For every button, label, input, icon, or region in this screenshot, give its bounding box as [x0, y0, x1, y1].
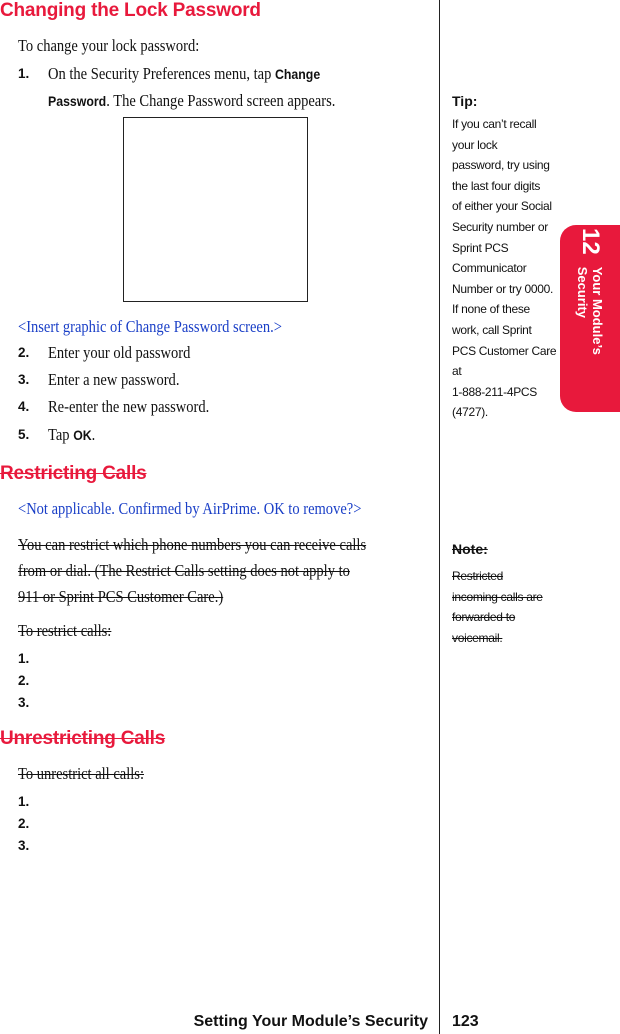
note-line: incoming calls are	[452, 589, 543, 604]
tip-line: at	[452, 364, 462, 379]
step-number: 2.	[18, 816, 30, 831]
section-heading-unrestricting-calls: Unrestricting Calls	[0, 728, 166, 749]
unrestrict-intro: To unrestrict all calls:	[18, 764, 145, 783]
step-1-line-1	[48, 61, 320, 87]
note-line: voicemail.	[452, 630, 503, 645]
step-number: 1.	[18, 794, 30, 809]
restrict-calls-editor-note: <Not applicable. Confirmed by AirPrime. OK to remove?>	[18, 499, 362, 518]
step-1-bold-change: Change	[274, 66, 321, 82]
tip-line: Number or try 0000.	[452, 281, 554, 296]
tip-line: PCS Customer Care	[452, 343, 557, 358]
tip-title: Tip:	[452, 93, 478, 109]
step-text: Enter a new password.	[48, 370, 180, 389]
chapter-label-line-2: Security	[575, 266, 590, 319]
step-1-bold-password: Password	[48, 93, 107, 109]
tip-line: 1-888-211-4PCS	[452, 384, 537, 399]
tip-body	[452, 114, 570, 423]
column-divider	[439, 0, 440, 1034]
step-1-text-end: . The Change Password screen appears.	[106, 91, 336, 110]
step-5-end: .	[91, 425, 96, 444]
note-title: Note:	[452, 541, 488, 557]
tip-line: password, try using	[452, 158, 550, 173]
note-body	[452, 566, 570, 648]
tip-line: Security number or	[452, 219, 548, 234]
step-number: 1.	[18, 651, 30, 666]
step-number: 2.	[18, 673, 30, 688]
note-line: Restricted	[452, 569, 504, 583]
note-line: forwarded to	[452, 610, 516, 625]
step-5-line	[48, 422, 95, 448]
tip-line: Sprint PCS	[452, 240, 509, 255]
step-number: 4.	[18, 399, 30, 414]
step-number: 2.	[18, 345, 30, 360]
step-text: Enter your old password	[48, 343, 191, 362]
restrict-para-line-1: You can restrict which phone numbers you can receive calls	[18, 535, 367, 554]
step-1-line-2	[48, 88, 335, 114]
step-number: 3.	[18, 372, 30, 387]
section-heading-change-password: Changing the Lock Password	[0, 0, 261, 21]
change-password-intro: To change your lock password:	[18, 36, 200, 55]
step-number: 5.	[18, 427, 30, 442]
step-number: 3.	[18, 695, 30, 710]
restrict-para-line-3: 911 or Sprint PCS Customer Care.)	[18, 587, 224, 606]
restrict-intro: To restrict calls:	[18, 621, 112, 640]
section-heading-restricting-calls: Restricting Calls	[0, 463, 147, 484]
tip-line: of either your Social	[452, 199, 552, 214]
step-number: 3.	[18, 838, 30, 853]
chapter-label	[575, 267, 605, 355]
footer-title: Setting Your Module’s Security	[193, 1013, 428, 1030]
chapter-number: 12	[577, 228, 604, 255]
tip-line: work, call Sprint	[452, 322, 532, 337]
chapter-label-line-1: Your Module’s	[590, 266, 605, 355]
tip-line: If you can’t recall	[452, 117, 537, 131]
page-number: 123	[452, 1013, 479, 1030]
restrict-para-line-2: from or dial. (The Restrict Calls setting does not apply to	[18, 561, 350, 580]
step-5-text: Tap	[48, 425, 74, 444]
tip-line: (4727).	[452, 405, 488, 420]
step-text: Re-enter the new password.	[48, 397, 210, 416]
tip-line: your lock	[452, 137, 498, 152]
chapter-tab	[560, 225, 620, 412]
insert-graphic-note: <Insert graphic of Change Password screen.>	[18, 317, 282, 336]
step-1-text: On the Security Preferences menu, tap	[48, 64, 275, 83]
screenshot-placeholder-box	[123, 117, 308, 302]
step-5-bold-ok: OK	[73, 427, 92, 443]
tip-line: If none of these	[452, 302, 530, 317]
tip-line: Communicator	[452, 261, 527, 276]
tip-line: the last four digits	[452, 178, 541, 193]
step-number: 1.	[18, 66, 30, 81]
